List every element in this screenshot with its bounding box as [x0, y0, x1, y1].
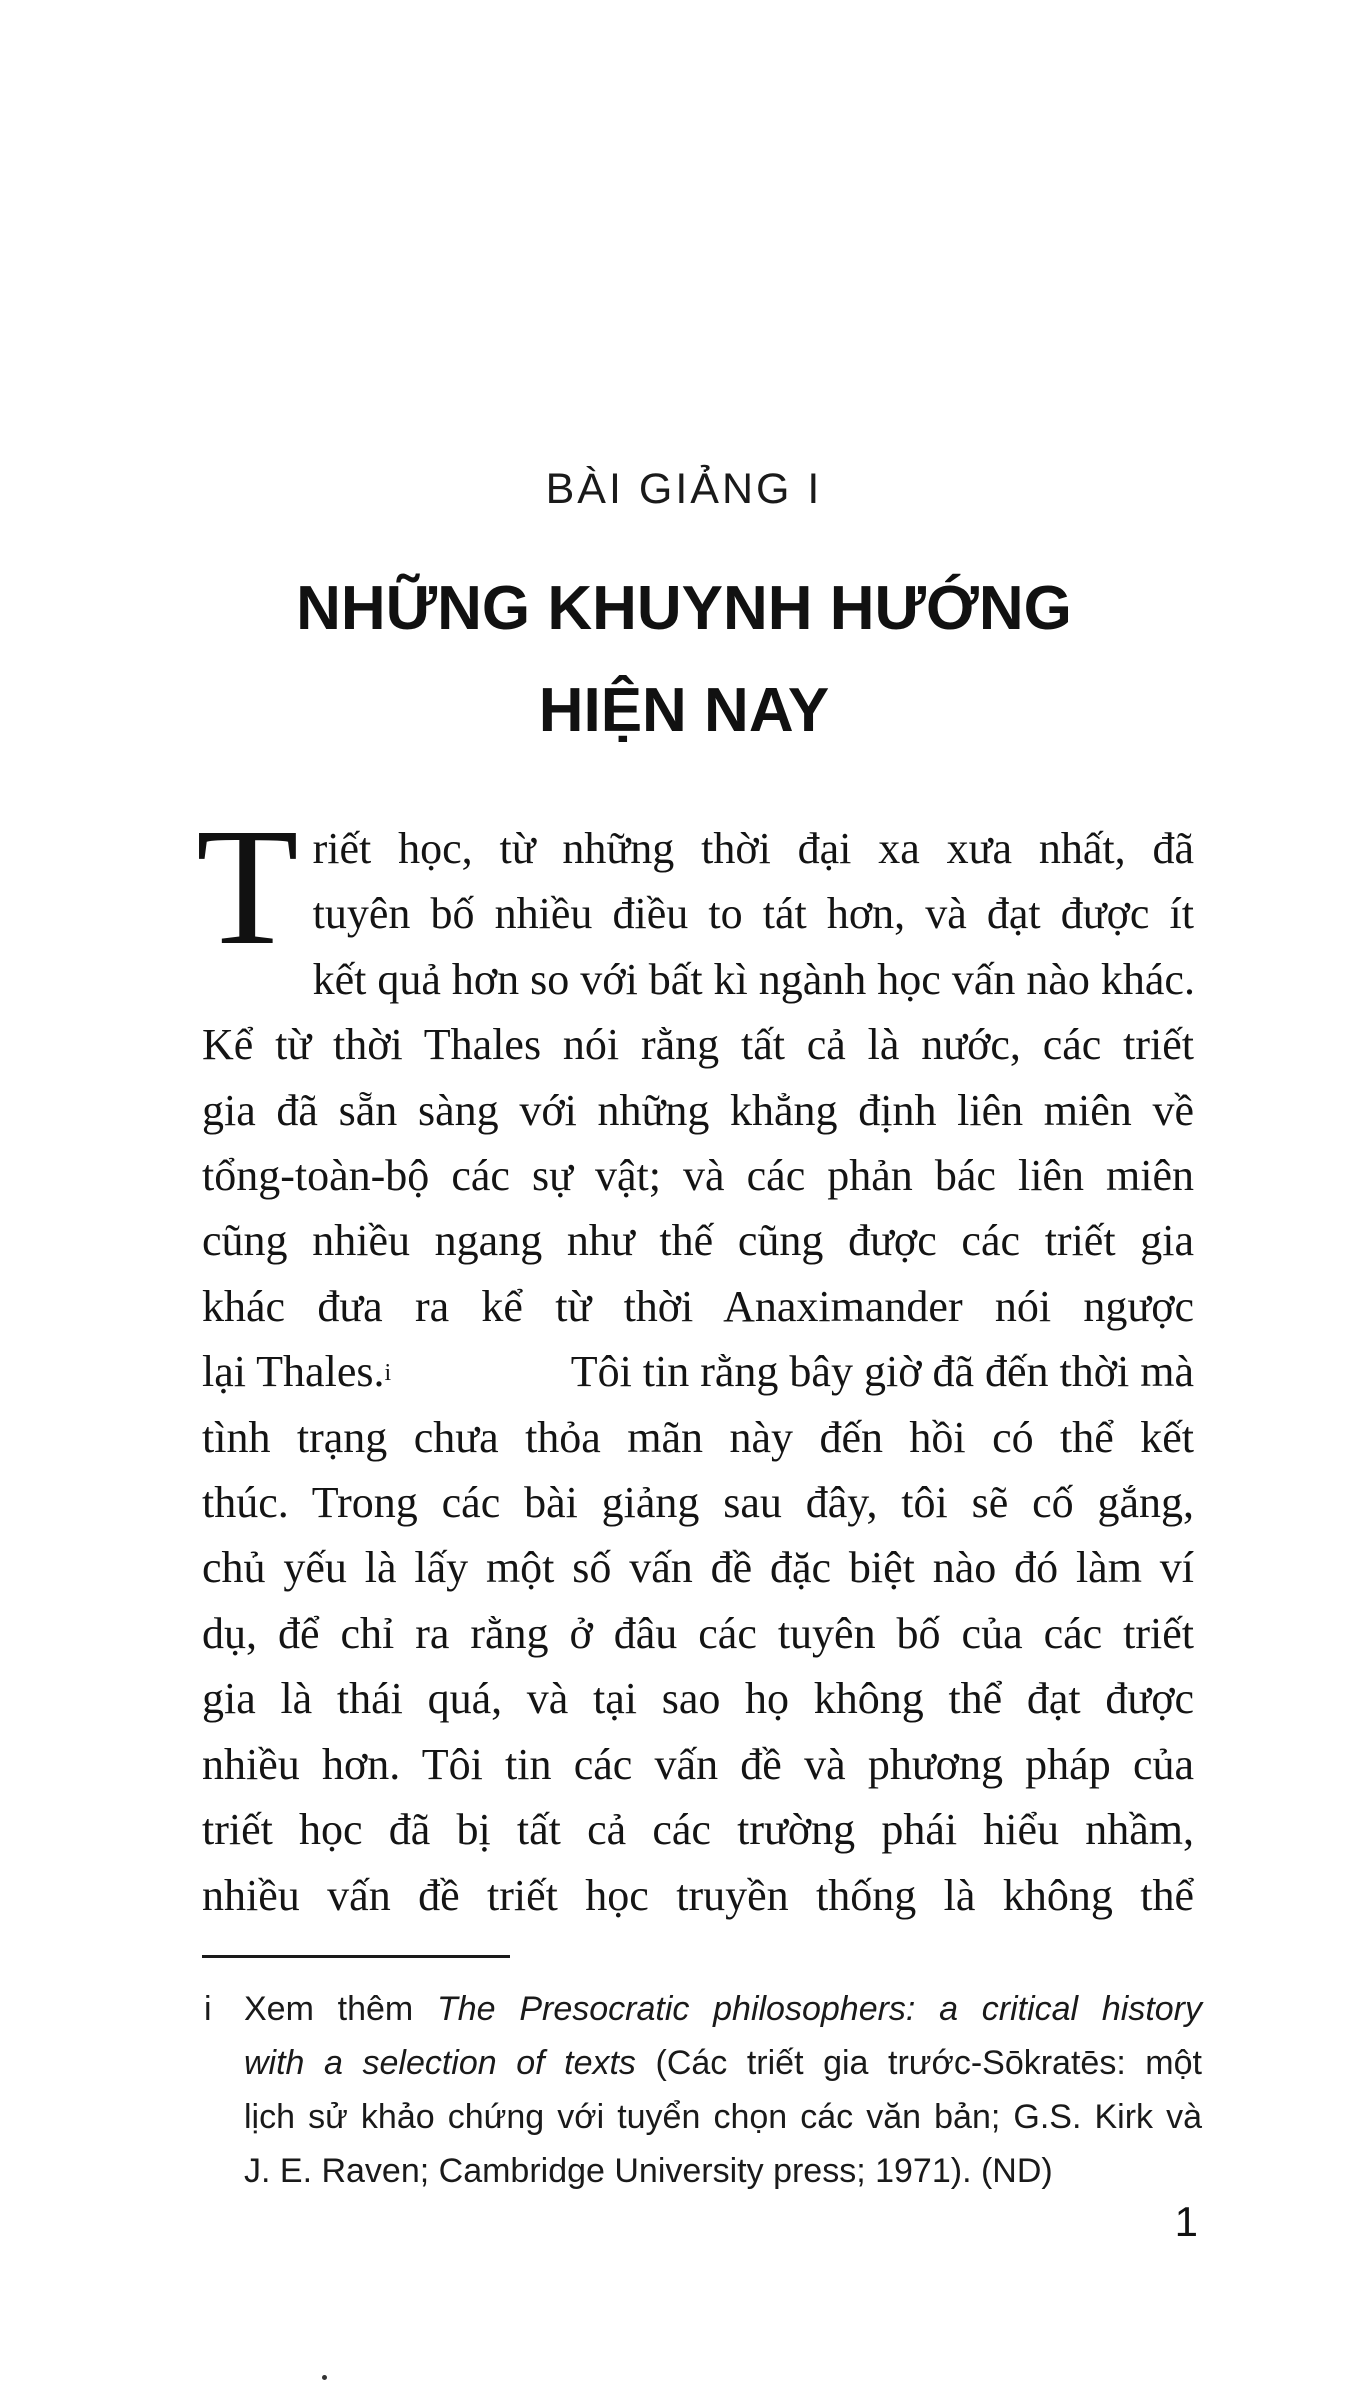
- chapter-kicker: BÀI GIẢNG I: [545, 465, 823, 513]
- footnote-marker: i: [204, 1990, 212, 2028]
- body-line: tuyên bố nhiều điều to tát hơn, và đạt được ít: [312, 889, 1194, 939]
- body-line: gia đã sẵn sàng với những khẳng định liên miên về: [202, 1085, 1194, 1135]
- body-line: gia là thái quá, và tại sao họ không thể đạt được: [202, 1674, 1194, 1724]
- body-line: tình trạng chưa thỏa mãn này đến hồi có thể kết: [202, 1412, 1194, 1462]
- body-line: kết quả hơn so với bất kì ngành học vấn nào khác.: [312, 954, 1195, 1004]
- body-text: [196, 794, 1195, 1928]
- chapter-title: [0, 558, 1368, 762]
- body-line: triết học đã bị tất cả các trường phái hiểu nhầm,: [202, 1805, 1194, 1855]
- body-line: dụ, để chỉ ra rằng ở đâu các tuyên bố của các triết: [202, 1608, 1194, 1658]
- footnote-book-title: The Presocratic philosophers: a critical history: [437, 1990, 1202, 2028]
- footnote-line: J. E. Raven; Cambridge University press; 1971). (ND): [244, 2152, 1053, 2190]
- footnote-translation: (Các triết gia trước-Sōkratēs: một: [655, 2044, 1202, 2082]
- body-line: khác đưa ra kể từ thời Anaximander nói ngược: [202, 1281, 1194, 1331]
- body-line: chủ yếu là lấy một số vấn đề đặc biệt nào đó làm ví: [202, 1543, 1194, 1593]
- body-line: riết học, từ những thời đại xa xưa nhất, đã: [312, 824, 1194, 873]
- scan-speck: [322, 2375, 327, 2380]
- footnote-lead: Xem thêm: [244, 1990, 414, 2028]
- body-line: thúc. Trong các bài giảng sau đây, tôi sẽ cố gắng,: [202, 1478, 1194, 1528]
- body-line: Kể từ thời Thales nói rằng tất cả là nước, các triết: [202, 1020, 1194, 1070]
- body-line: tổng-toàn-bộ các sự vật; và các phản bác liên miên: [202, 1151, 1194, 1201]
- page-number: 1: [1174, 2198, 1198, 2245]
- footnote-line: [244, 2036, 1202, 2090]
- footnote-divider: [202, 1955, 510, 1958]
- footnote-line: [244, 1982, 1202, 2036]
- body-line: nhiều vấn đề triết học truyền thống là không thể: [202, 1870, 1194, 1920]
- body-line: cũng nhiều ngang như thế cũng được các triết gia: [202, 1216, 1194, 1266]
- chapter-title-line-2: HIỆN NAY: [538, 676, 830, 745]
- footnote-reference: i: [384, 1360, 392, 1387]
- chapter-title-line-1: NHỮNG KHUYNH HƯỚNG: [296, 574, 1072, 643]
- body-line-with-note: [202, 1339, 1194, 1404]
- footnote-line: lịch sử khảo chứng với tuyển chọn các văn bản; G.S. Kirk và: [244, 2098, 1202, 2136]
- footnote: [204, 1982, 1202, 2198]
- body-line-segment: Tôi tin rằng bây giờ đã đến thời mà: [570, 1347, 1194, 1397]
- footnote-book-title-cont: with a selection of texts: [244, 2044, 636, 2082]
- body-line: nhiều hơn. Tôi tin các vấn đề và phương pháp của: [202, 1739, 1194, 1789]
- body-line-segment: lại Thales.: [202, 1347, 385, 1397]
- drop-cap: T: [196, 794, 299, 980]
